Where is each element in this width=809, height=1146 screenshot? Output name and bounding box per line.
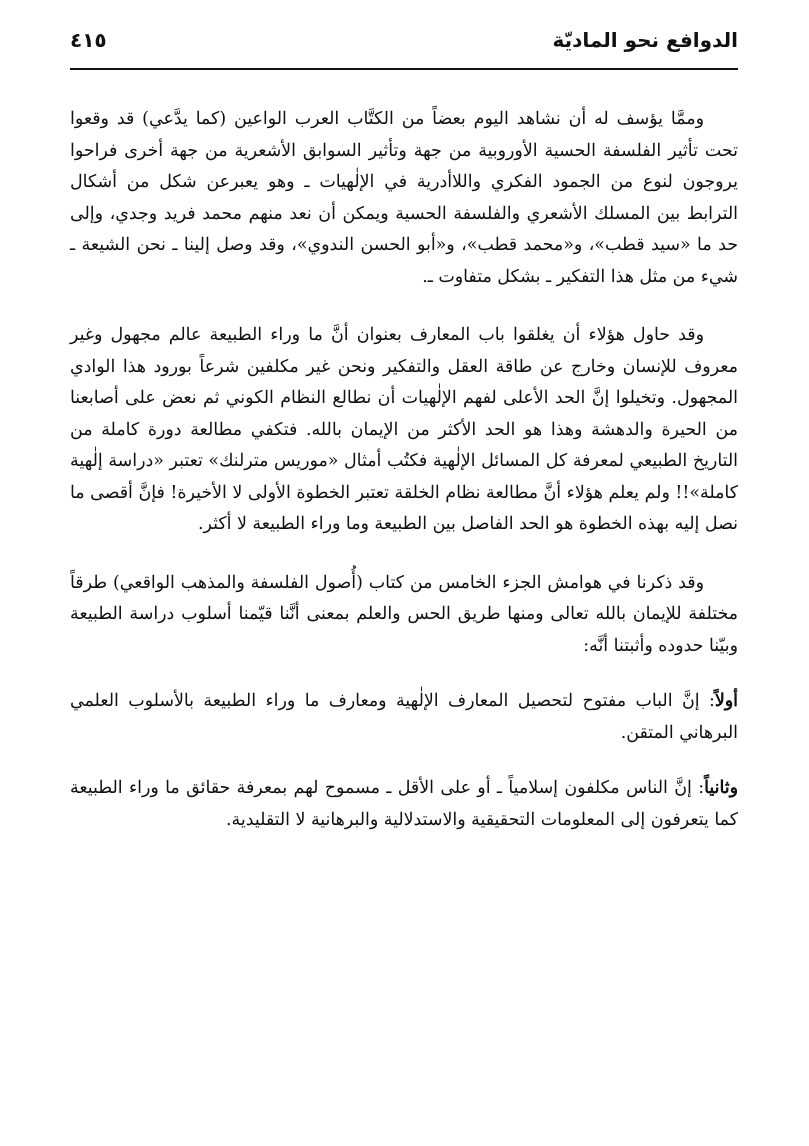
paragraph-4 [70,686,738,749]
paragraph-4-text: : إنَّ الباب مفتوح لتحصيل المعارف الإلٰهية ومعارف ما وراء الطبيعة بالأسلوب العلمي البرهاني المتقن. [70,691,738,743]
paragraph-5-text: : إنَّ الناس مكلفون إسلامياً ـ أو على الأقل ـ مسموح لهم بمعرفة حقائق ما وراء الطبيعة كما يتعرفون إلى المعلومات التحقيقية والاستدلالية والبرهانية لا التقليدية. [70,778,738,830]
paragraph-5 [70,773,738,836]
paragraph-3 [70,568,738,663]
paragraph-5-lead: وثانياً [704,778,738,798]
paragraph-3-text: وقد ذكرنا في هوامش الجزء الخامس من كتاب (أُصول الفلسفة والمذهب الواقعي) طرقاً مختلفة للإيمان بالله تعالى ومنها طريق الحس والعلم بمعنى أنَّنا قيّمنا أسلوب دراسة الطبيعة وبيّنا حدوده وأثبتنا أنَّه: [70,572,738,656]
body-text [70,104,738,836]
paragraph-1-text: وممَّا يؤسف له أن نشاهد اليوم بعضاً من الكتَّاب العرب الواعين (كما يدَّعي) قد وقعوا تحت تأثير الفلسفة الحسية الأوروبية من جهة وتأثير السوابق الأشعرية من جهة أخرى فراحوا يروجون لنوع من الجمود الفكري واللاأدرية في الإلٰهيات ـ وهو يعبرعن شكل من أشكال الترابط بين المسلك الأشعري والفلسفة الحسية ويمكن أن نعد منهم محمد فريد وجدي، وإلى حد ما «سيد قطب»، و«محمد قطب»، و«أبو الحسن الندوي»، وقد وصل إلينا ـ نحن الشيعة ـ شيء من مثل هذا التفكير ـ بشكل متفاوت ـ. [70,109,738,287]
paragraph-4-lead: أولاً [714,691,738,711]
running-header [70,28,738,64]
header-rule [70,68,738,70]
paragraph-1 [70,104,738,293]
running-title: الدوافع نحو الماديّة [552,28,738,52]
paragraph-2 [70,320,738,541]
paragraph-2-text: وقد حاول هؤلاء أن يغلقوا باب المعارف بعنوان أنَّ ما وراء الطبيعة عالم مجهول وغير معروف للإنسان وخارج عن طاقة العقل والتفكير ونحن غير مكلفين شرعاً بورود هذا الوادي المجهول. وتخيلوا إنَّ الحد الأعلى لفهم الإلٰهيات أن نطالع النظام الكوني ثم نعض على أصابعنا من الحيرة والدهشة وهذا هو الحد الأكثر من الإيمان بالله. فتكفي مطالعة دورة كاملة من التاريخ الطبيعي لمعرفة كل المسائل الإلٰهية فكتُب أمثال «موريس مترلنك» تعتبر «دراسة إلٰهية كاملة»!! ولم يعلم هؤلاء أنَّ مطالعة نظام الخلقة تعتبر الخطوة الأولى لا الأخيرة! فإنَّ أقصى ما نصل إليه بهذه الخطوة هو الحد الفاصل بين الطبيعة وما وراء الطبيعة لا أكثر. [70,325,738,534]
page-number: ٤١٥ [70,28,107,52]
book-page [70,28,738,836]
